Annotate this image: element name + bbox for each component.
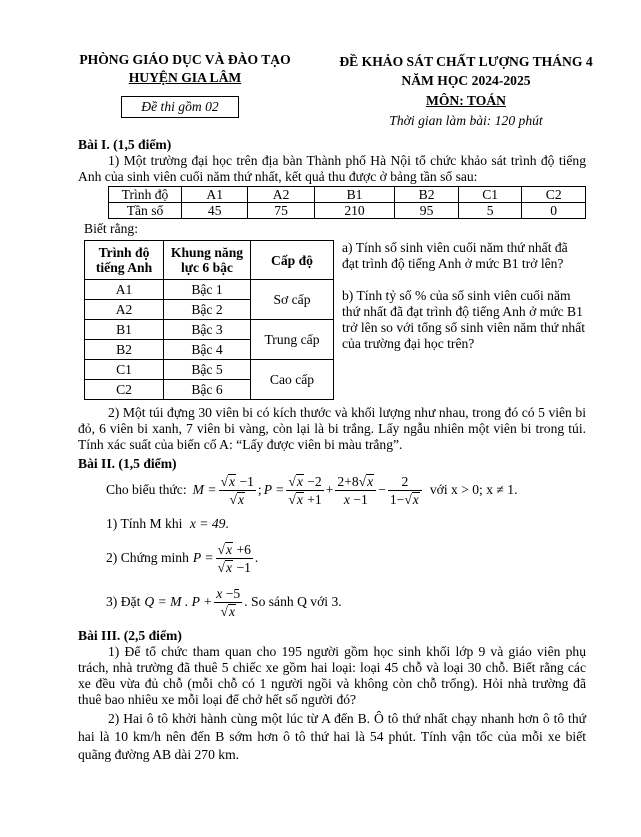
frequency-table bbox=[108, 186, 586, 219]
table-cell: A2 bbox=[248, 187, 314, 203]
table-cell: 5 bbox=[458, 203, 522, 219]
table-cell: C1 bbox=[458, 187, 522, 203]
table-cell: C1 bbox=[85, 360, 164, 380]
time-limit: Thời gian làm bài: 120 phút bbox=[389, 113, 543, 128]
district-name: HUYỆN GIA LÂM bbox=[128, 70, 242, 85]
math-P: P = bbox=[263, 482, 285, 497]
exam-title: ĐỀ KHẢO SÁT CHẤT LƯỢNG THÁNG 4 bbox=[339, 54, 593, 69]
section-2-q3: 3) Đặt Q = M . P + $\frac{x -5}{√x}$ . So sánh Q với 3. bbox=[106, 585, 342, 619]
section-1-title: Bài I. (1,5 điểm) bbox=[78, 137, 172, 152]
table-cell: Tần số bbox=[109, 203, 182, 219]
section-2-q3-tail: . So sánh Q với 3. bbox=[244, 594, 342, 609]
expression-line: Cho biểu thức: M = $\frac{√x -1}{√x}$ ; P = $\frac{√x -2}{√x +1}$ + $\frac{2+8√x}{x -1}$ − $\frac{2}{1-√x}$ với x > 0; x ≠ 1. bbox=[106, 473, 518, 507]
pages-box: Đề thi gồm 02 bbox=[121, 96, 239, 118]
level-table bbox=[84, 240, 334, 400]
biet-rang-label: Biết rằng: bbox=[84, 221, 138, 236]
table-cell: Trung cấp bbox=[251, 320, 334, 360]
table-cell: 0 bbox=[522, 203, 586, 219]
table-cell: A2 bbox=[85, 300, 164, 320]
table-cell: B1 bbox=[85, 320, 164, 340]
table-cell: Bậc 3 bbox=[164, 320, 251, 340]
table-cell: Bậc 2 bbox=[164, 300, 251, 320]
section-2-q2-text: 2) Chứng minh bbox=[106, 550, 189, 565]
table-cell: C2 bbox=[522, 187, 586, 203]
table-cell: Bậc 5 bbox=[164, 360, 251, 380]
table-cell: Bậc 4 bbox=[164, 340, 251, 360]
section-3-q2: 2) Hai ô tô khởi hành cùng một lúc từ A đến B. Ô tô thứ nhất chạy nhanh hơn ô tô thứ hai là 10 km/h nên đến B sớm hơn ô tô thứ hai là 54 phút. Tính vận tốc của mỗi xe biết quãng đường AB dài 270 km. bbox=[78, 711, 586, 762]
section-2-title: Bài II. (1,5 điểm) bbox=[78, 456, 177, 471]
table-cell: A1 bbox=[182, 187, 248, 203]
table-cell: 95 bbox=[395, 203, 459, 219]
table-cell: Bậc 6 bbox=[164, 380, 251, 400]
fraction-P-result: $\frac{√x +6}{√x -1}$ bbox=[217, 541, 251, 575]
section-2-q1-text: 1) Tính M khi bbox=[106, 516, 183, 531]
table-cell: B2 bbox=[85, 340, 164, 360]
table-cell: 210 bbox=[314, 203, 395, 219]
fraction-P2: $\frac{2+8√x}{x -1}$ bbox=[335, 473, 376, 508]
level-table-row bbox=[85, 360, 334, 380]
section-2-q2: 2) Chứng minh P = $\frac{√x +6}{√x -1}$ . bbox=[106, 541, 259, 575]
section-2-q3-text: 3) Đặt bbox=[106, 594, 141, 609]
condition: với x > 0; x ≠ 1. bbox=[429, 482, 518, 497]
table-cell: B2 bbox=[395, 187, 459, 203]
section-1-q2: 2) Một túi đựng 30 viên bi có kích thước và khối lượng như nhau, trong đó có 5 viên bi đỏ, 6 viên bi xanh, 7 viên bi vàng, còn lại là bi trắng. Lấy ngẫu nhiên một viên bi trong túi. Tính xác suất của biến cố A: “Lấy được viên bi màu trắng”. bbox=[78, 405, 586, 452]
school-year: NĂM HỌC 2024-2025 bbox=[401, 73, 531, 88]
question-a: a) Tính số sinh viên cuối năm thứ nhất đã đạt trình độ tiếng Anh ở mức B1 trở lên? bbox=[342, 240, 568, 271]
table-cell: Cao cấp bbox=[251, 360, 334, 400]
level-table-row bbox=[85, 280, 334, 300]
frequency-table-row bbox=[109, 203, 586, 219]
table-header-cell: Trình độ tiếng Anh bbox=[85, 241, 164, 280]
question-b: b) Tính tỷ số % của số sinh viên cuối năm thứ nhất đã đạt trình độ tiếng Anh ở mức B1 trở lên so với tổng số sinh viên năm thứ nhất của trường đại học trên? bbox=[342, 288, 586, 351]
table-cell: A1 bbox=[85, 280, 164, 300]
table-cell: Sơ cấp bbox=[251, 280, 334, 320]
level-table-row bbox=[85, 320, 334, 340]
section-2-q1: 1) Tính M khi x = 49. bbox=[106, 516, 229, 531]
math-M: M = bbox=[192, 482, 217, 497]
level-table-header bbox=[85, 241, 334, 280]
department-name: PHÒNG GIÁO DỤC VÀ ĐÀO TẠO bbox=[79, 52, 291, 67]
section-1-q1-intro: 1) Một trường đại học trên địa bàn Thành phố Hà Nội tổ chức khảo sát trình độ tiếng Anh của sinh viên cuối năm thứ nhất, kết quả thu được ở bảng tần số sau: bbox=[78, 153, 586, 184]
table-cell: 45 bbox=[182, 203, 248, 219]
section-3-title: Bài III. (2,5 điểm) bbox=[78, 628, 182, 643]
section-2-q1-value: x = 49 bbox=[189, 516, 226, 531]
table-cell: Trình độ bbox=[109, 187, 182, 203]
fraction-Q: $\frac{x -5}{√x}$ bbox=[216, 585, 241, 619]
table-header-cell: Khung năng lực 6 bậc bbox=[164, 241, 251, 280]
fraction-P3: $\frac{2}{1-√x}$ bbox=[388, 473, 422, 508]
fraction-P1: $\frac{√x -2}{√x +1}$ bbox=[288, 473, 322, 507]
expression-intro: Cho biểu thức: bbox=[106, 482, 187, 497]
table-header-cell: Cấp độ bbox=[251, 241, 334, 280]
table-cell: B1 bbox=[314, 187, 395, 203]
table-cell: 75 bbox=[248, 203, 314, 219]
table-cell: Bậc 1 bbox=[164, 280, 251, 300]
frequency-table-row bbox=[109, 187, 586, 203]
section-3-q1: 1) Để tổ chức tham quan cho 195 người gồm học sinh khối lớp 9 và giáo viên phụ trách, nhà trường đã thuê 5 chiếc xe gồm hai loại: loại 45 chỗ và loại 30 chỗ. Biết rằng các xe đều vừa đủ chỗ (mỗi chỗ có 1 người ngồi và không còn chỗ trống). Hỏi nhà trường đã thuê bao nhiêu xe mỗi loại để chở hết số người đó? bbox=[78, 644, 586, 707]
fraction-M: $\frac{√x -1}{√x}$ bbox=[220, 473, 254, 507]
table-cell: C2 bbox=[85, 380, 164, 400]
subject-title: MÔN: TOÁN bbox=[426, 93, 506, 108]
